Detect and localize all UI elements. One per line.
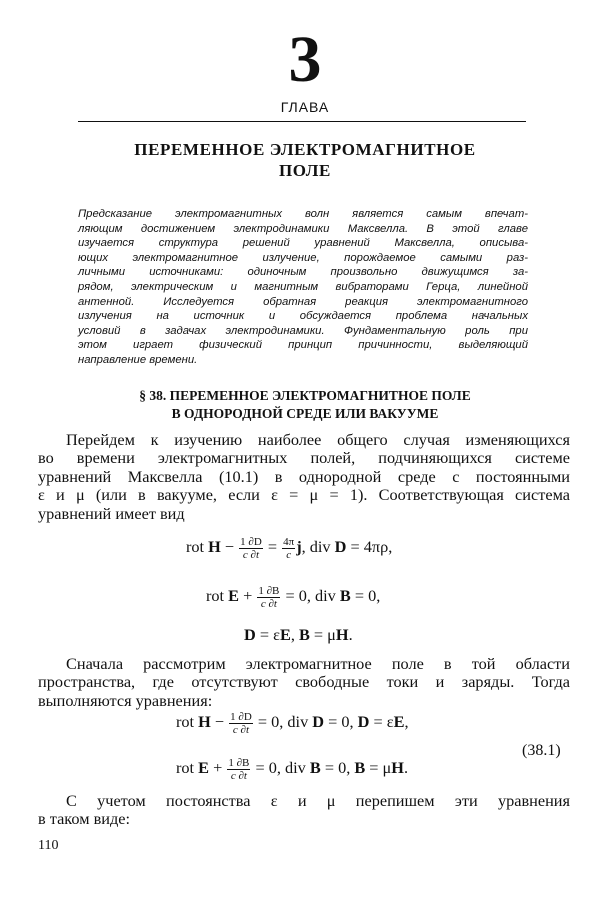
equation-38-1-b: rot E + $\frac{1 \partial B}{c \partial t}$ = 0, div B = 0, B = μH. bbox=[176, 757, 409, 782]
equation-maxwell-1: rot H − $\frac{1 \partial D}{c \partial t}$ = $\frac{4\pi}{c}$ j, div D = 4πρ, bbox=[186, 536, 393, 561]
equation-material: D = εE, B = μH. bbox=[244, 625, 353, 644]
chapter-title-line: ПОЛЕ bbox=[278, 161, 331, 180]
equation-maxwell-2: rot E + $\frac{1 \partial B}{c \partial t}$ = 0, div B = 0, bbox=[206, 585, 381, 610]
abstract-line: антенной. Исследуется обратная реакция электромагнитного bbox=[78, 295, 528, 308]
text-line: уравнений Максвелла (10.1) в однородной среде с постоянными bbox=[38, 466, 570, 486]
text-line: во времени электромагнитных полей, подчиняющихся системе bbox=[38, 448, 570, 468]
chapter-label: ГЛАВА bbox=[280, 99, 330, 115]
equation-number: (38.1) bbox=[522, 742, 561, 759]
text-line: С учетом постоянства ε и μ перепишем эти уравнения bbox=[66, 791, 570, 810]
page-number: 110 bbox=[38, 838, 59, 853]
text-line: ε и μ (или в вакууме, если ε = μ = 1). Соответствующая система bbox=[38, 485, 570, 505]
abstract-line: излучения на источник и обсуждается проблема начальных bbox=[78, 310, 528, 323]
text-line: Сначала рассмотрим электромагнитное поле в той области bbox=[66, 654, 570, 673]
chapter-rule bbox=[78, 121, 526, 122]
text-line: уравнений имеет вид bbox=[38, 503, 185, 523]
abstract-line: изучается структура решений уравнений Максвелла, описыва- bbox=[78, 237, 528, 250]
chapter-number: 3 bbox=[288, 23, 322, 96]
text-line: Перейдем к изучению наиболее общего случая изменяющихся bbox=[66, 430, 570, 449]
abstract-line: ющих электромагнитное излучение, порождаемое самыми раз- bbox=[78, 251, 528, 264]
section-title-line: В ОДНОРОДНОЙ СРЕДЕ ИЛИ ВАКУУМЕ bbox=[171, 406, 439, 421]
text-line: пространства, где отсутствуют свободные токи и заряды. Тогда bbox=[38, 672, 570, 692]
abstract-line: условий в задачах электродинамики. Фундаментальную роль при bbox=[78, 324, 528, 337]
equation-38-1-a: rot H − $\frac{1 \partial D}{c \partial t}$ = 0, div D = 0, D = εE, bbox=[176, 711, 409, 736]
paragraph-rewrite bbox=[38, 792, 570, 829]
abstract-line: ляющим достижением электродинамики Максвелла. В этой главе bbox=[78, 222, 528, 235]
abstract-line: этом играет физический принцип причинности, выделяющий bbox=[78, 339, 528, 352]
abstract-line: Предсказание электромагнитных волн является самым впечат- bbox=[78, 208, 528, 220]
abstract-line: рядом, электрическим и магнитным вибраторами Герца, линейной bbox=[78, 280, 528, 293]
chapter-abstract bbox=[78, 207, 528, 368]
text-line: в таком виде: bbox=[38, 809, 131, 829]
section-title-line: § 38. ПЕРЕМЕННОЕ ЭЛЕКТРОМАГНИТНОЕ ПОЛЕ bbox=[139, 388, 471, 403]
text-line: выполняются уравнения: bbox=[38, 690, 213, 710]
chapter-title-line: ПЕРЕМЕННОЕ ЭЛЕКТРОМАГНИТНОЕ bbox=[134, 140, 476, 159]
section-title bbox=[0, 387, 610, 423]
abstract-line: личными источниками: одиночным произвольно движущимся за- bbox=[78, 266, 528, 279]
abstract-line: направление времени. bbox=[78, 353, 198, 366]
paragraph-source-free bbox=[38, 655, 570, 710]
chapter-title bbox=[0, 139, 610, 181]
paragraph-intro bbox=[38, 431, 570, 523]
